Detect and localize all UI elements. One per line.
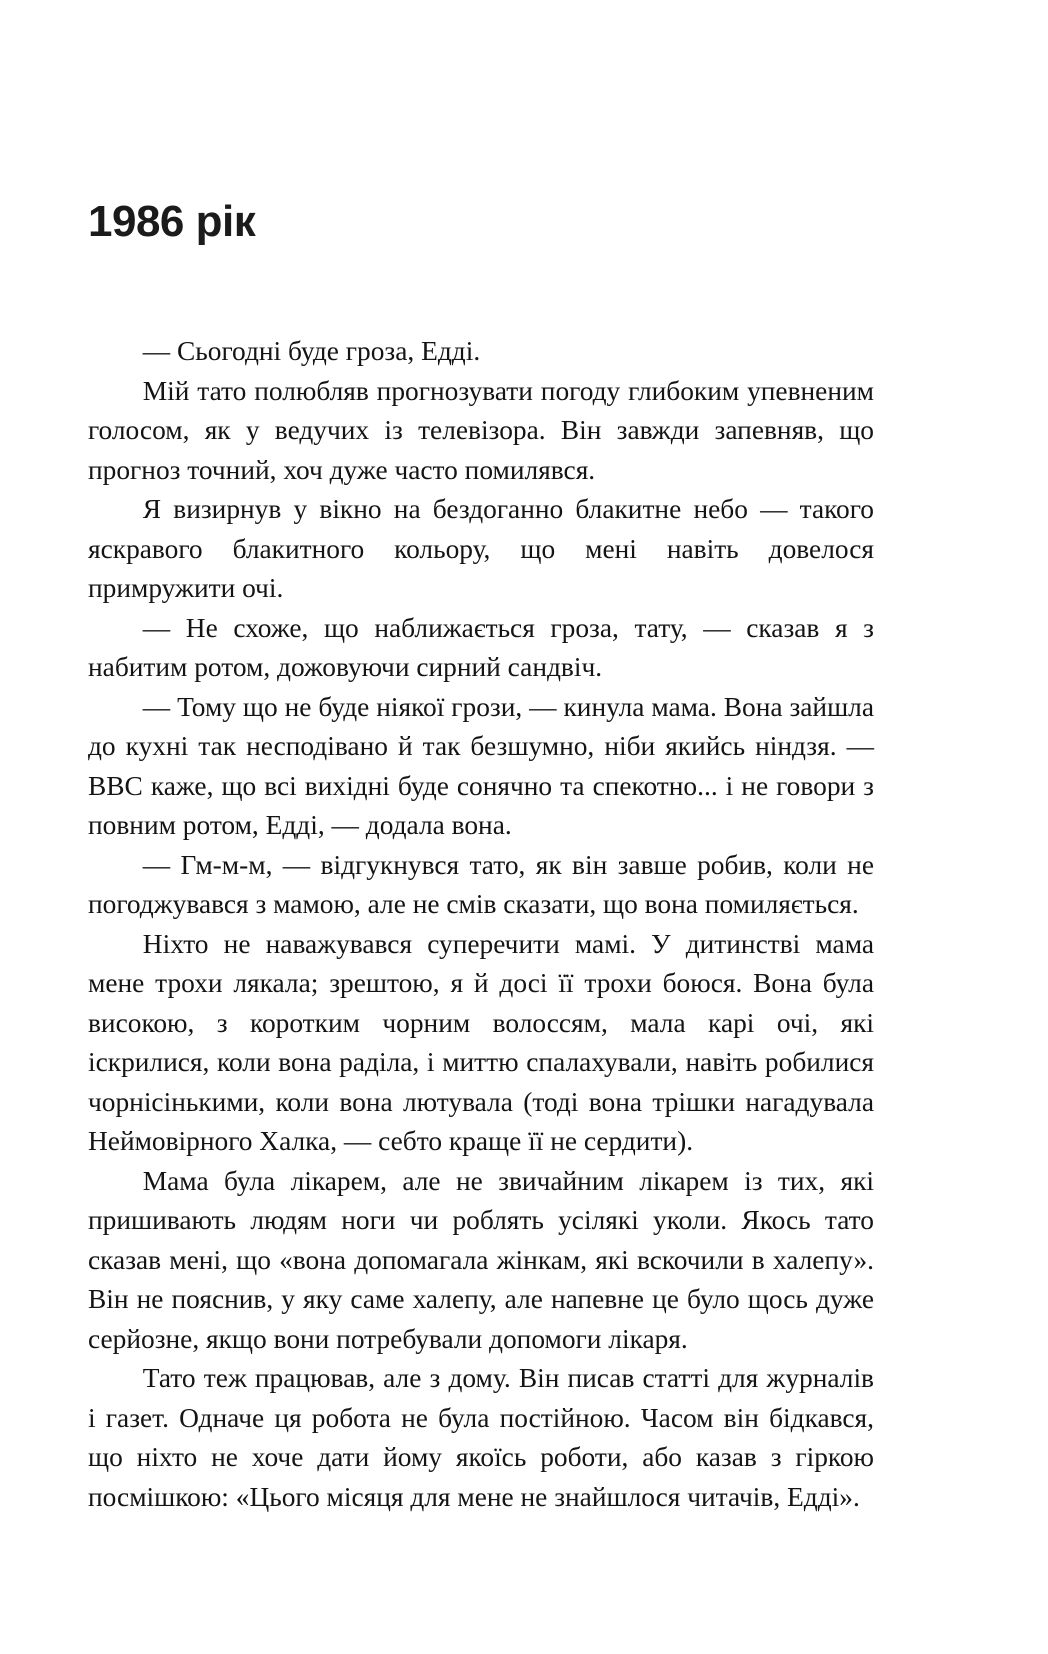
paragraph: — Тому що не буде ніякої грози, — кинула мама. Вона зайшла до кухні так несподівано й так безшумно, ніби якийсь ніндзя. — BBC каже, що всі вихідні буде сонячно та спекотно... і не говори з повним ротом, Едді, — додала вона. — [88, 691, 874, 840]
paragraph: Мама була лікарем, але не звичайним лікарем із тих, які пришивають людям ноги чи роблять усілякі уколи. Якось тато сказав мені, що «вона допомагала жінкам, які вскочили в халепу». Він не пояснив, у яку саме халепу, але напевне це було щось дуже серйозне, якщо вони потребували допомоги лікаря. — [88, 1165, 874, 1354]
paragraph: Мій тато полюбляв прогнозувати погоду глибоким упевненим голосом, як у ведучих із телевізора. Він завжди запевняв, що прогноз точний, хоч дуже часто помилявся. — [88, 375, 874, 485]
paragraph: — Гм-м-м, — відгукнувся тато, як він завше робив, коли не погоджувався з мамою, але не смів сказати, що вона помиляється. — [88, 849, 874, 919]
chapter-title: 1986 рік — [88, 197, 256, 246]
body-text-block — [88, 332, 874, 1517]
paragraph: — Сьогодні буде гроза, Едді. — [142, 336, 481, 366]
page-content-column — [88, 0, 874, 1517]
paragraph: Тато теж працював, але з дому. Він писав статті для журналів і газет. Одначе ця робота не була постійною. Часом він бідкався, що ніхто не хоче дати йому якоїсь роботи, або казав з гіркою посмішкою: «Цього місяця для мене не знайшлося читачів, Едді». — [88, 1363, 874, 1512]
paragraph: Я визирнув у вікно на бездоганно блакитне небо — такого яскравого блакитного кольору, що мені навіть довелося примружити очі. — [88, 494, 874, 603]
paragraph: — Не схоже, що наближається гроза, тату, — сказав я з набитим ротом, дожовуючи сирний сандвіч. — [88, 612, 874, 682]
paragraph: Ніхто не наважувався суперечити мамі. У дитинстві мама мене трохи лякала; зрештою, я й досі її трохи боюся. Вона була високою, з коротким чорним волоссям, мала карі очі, які іскрилися, коли вона раділа, і миттю спалахували, навіть робилися чорнісінькими, коли вона лютувала (тоді вона трішки нагадувала Неймовірного Халка, — себто краще її не сердити). — [88, 928, 874, 1156]
